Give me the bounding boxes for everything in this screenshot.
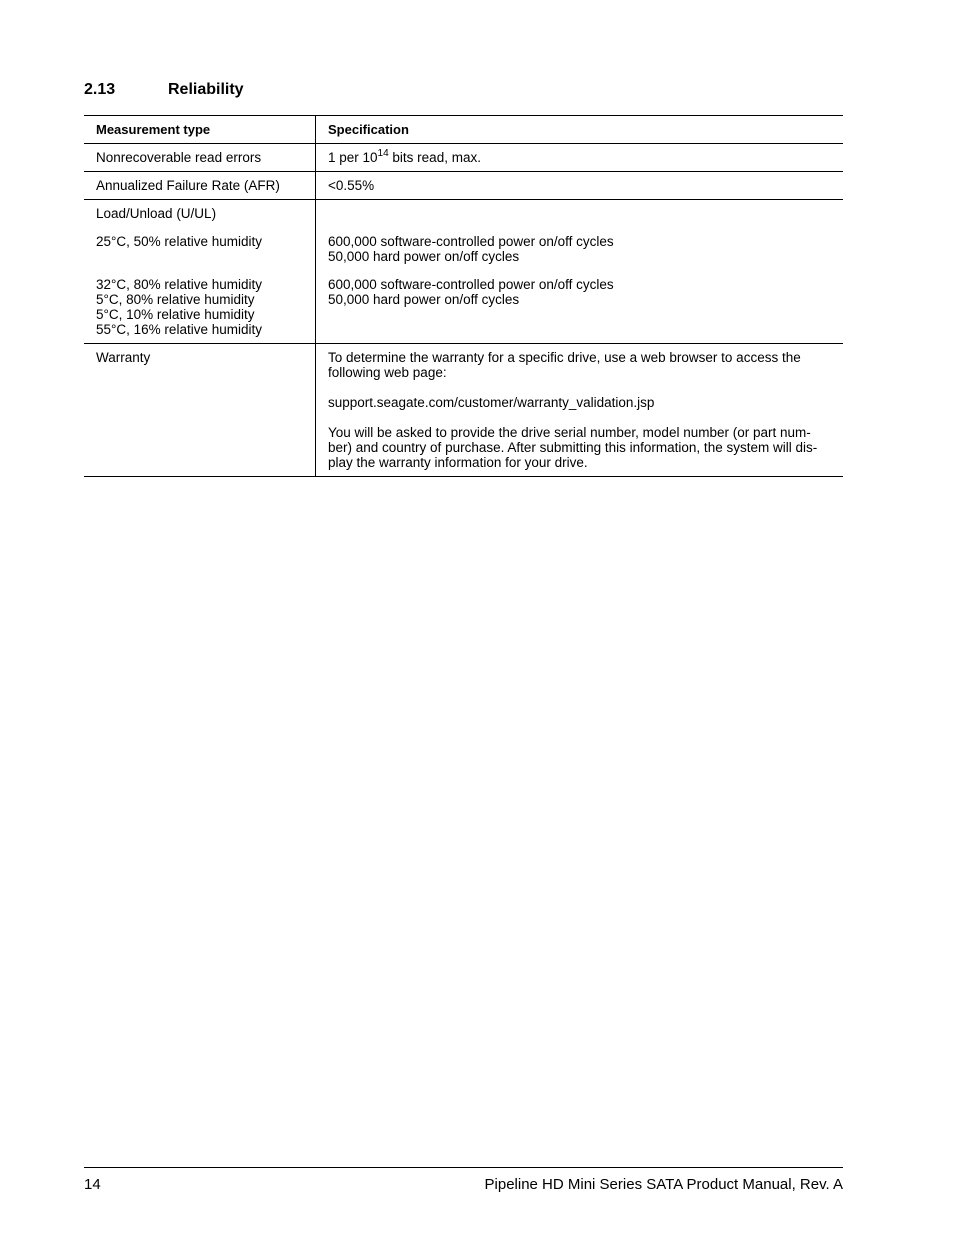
row-label: Warranty <box>84 344 316 477</box>
condition-line: 25°C, 50% relative humidity <box>96 234 262 249</box>
reliability-table <box>84 115 843 477</box>
spec-prefix: 1 per 10 <box>328 150 378 165</box>
condition-line: 55°C, 16% relative humidity <box>96 322 262 337</box>
spec-line: 50,000 hard power on/off cycles <box>328 292 520 307</box>
row-spec <box>316 200 844 344</box>
warranty-text-line: You will be asked to provide the drive serial number, model number (or part num- <box>328 425 811 440</box>
warranty-text-line: following web page: <box>328 365 447 380</box>
table-row <box>84 144 843 172</box>
warranty-url: support.seagate.com/customer/warranty_validation.jsp <box>328 395 655 410</box>
section-title: Reliability <box>168 81 244 98</box>
condition-line: 5°C, 80% relative humidity <box>96 292 255 307</box>
manual-title: Pipeline HD Mini Series SATA Product Manual, Rev. A <box>484 1176 843 1193</box>
row-spec: <0.55% <box>316 172 844 200</box>
section-number: 2.13 <box>84 81 116 98</box>
row-spec <box>316 144 844 172</box>
section-heading <box>84 80 244 99</box>
spec-line: 600,000 software-controlled power on/off cycles <box>328 234 614 249</box>
row-spec <box>316 344 844 477</box>
page-number: 14 <box>84 1176 101 1193</box>
row-label: Nonrecoverable read errors <box>84 144 316 172</box>
table-row <box>84 172 843 200</box>
header-measurement-type: Measurement type <box>84 116 316 144</box>
load-unload-label: Load/Unload (U/UL) <box>96 206 217 221</box>
header-specification: Specification <box>316 116 844 144</box>
table-row <box>84 344 843 477</box>
row-label <box>84 200 316 344</box>
spec-line: 600,000 software-controlled power on/off cycles <box>328 277 614 292</box>
table-header-row <box>84 116 843 144</box>
condition-line: 5°C, 10% relative humidity <box>96 307 255 322</box>
table-row <box>84 200 843 344</box>
footer-rule <box>84 1167 843 1168</box>
spec-suffix: bits read, max. <box>388 150 481 165</box>
spec-exponent: 14 <box>377 148 389 159</box>
warranty-text-line: To determine the warranty for a specific drive, use a web browser to access the <box>328 350 801 365</box>
row-label: Annualized Failure Rate (AFR) <box>84 172 316 200</box>
warranty-text-line: ber) and country of purchase. After submitting this information, the system will dis- <box>328 440 818 455</box>
condition-line: 32°C, 80% relative humidity <box>96 277 262 292</box>
spec-line: 50,000 hard power on/off cycles <box>328 249 520 264</box>
warranty-text-line: play the warranty information for your drive. <box>328 455 588 470</box>
